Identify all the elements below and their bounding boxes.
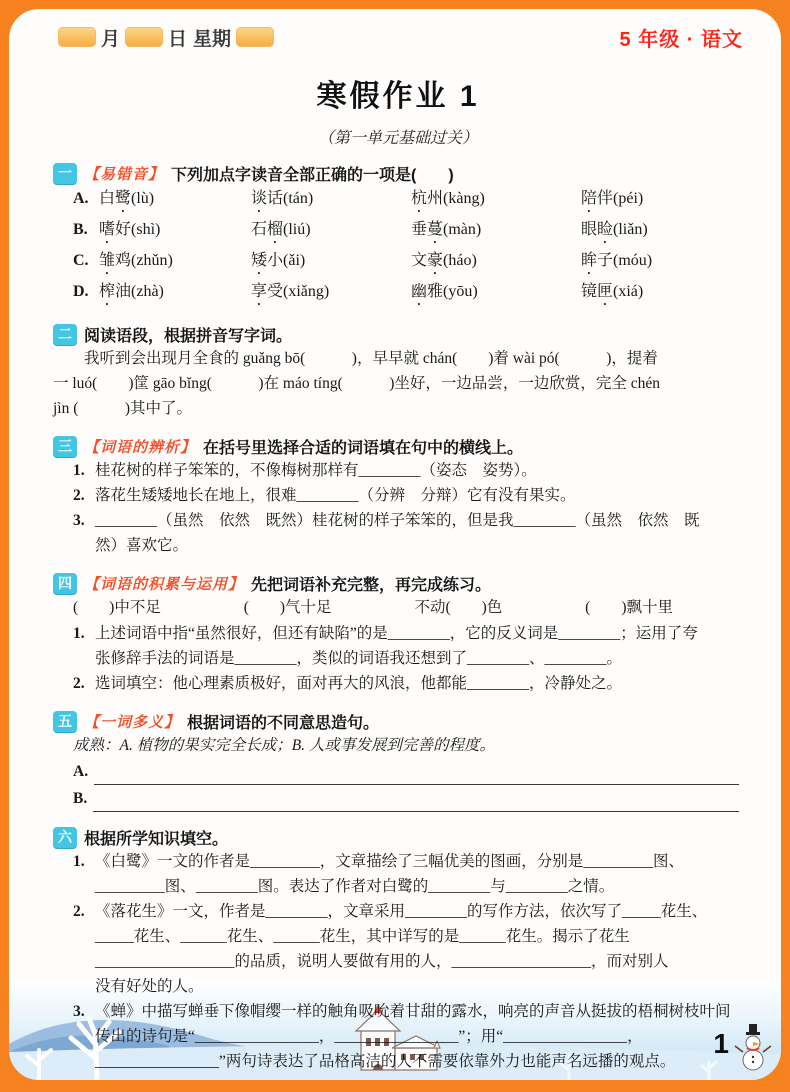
pinyin-option: 石榴(liú) (251, 221, 311, 238)
option-row-b: B. 嗜好(shì) 石榴(liú) 垂蔓(màn) 眼睑(liǎn) (73, 216, 743, 247)
section-4-header (53, 571, 743, 595)
section-tag: 【一词多义】 (84, 714, 181, 731)
page-title: 寒假作业 1 (316, 80, 480, 113)
idiom-blank: ( )气十足 (243, 599, 332, 616)
pinyin-option: 眼睑(liǎn) (581, 221, 648, 238)
section-2-header (53, 322, 743, 346)
pinyin-option: 享受(xiǎng) (251, 283, 330, 300)
word-definition: 成熟：A. 植物的果实完全长成；B. 人或事发展到完善的程度。 A. B. (73, 733, 743, 812)
pinyin-option: 幽雅(yōu) (411, 283, 478, 300)
pinyin-option: 陪伴(péi) (581, 190, 644, 207)
month-label: 月 (101, 28, 121, 50)
pinyin-option: 雏鸡(zhǔn) (99, 252, 173, 269)
pinyin-option: 白鹭(lù) (99, 190, 155, 207)
section-heading: 阅读语段，根据拼音写字词。 (84, 327, 293, 345)
answer-rule (94, 767, 739, 785)
pinyin-passage: 我听到会出现月全食的 guǎng bō( )，早早就 chán( )着 wài pó( )，提着 一 luó( )筐 gāo bǐng( )在 máo tíng( )坐好，一边品尝，一边欣赏，完全 chén jìn ( )其中了。 (53, 350, 661, 417)
day-label: 日 (168, 28, 188, 50)
section-tag: 【词语的辨析】 (84, 439, 197, 456)
section-5-header (53, 709, 743, 733)
section-number-badge: 五 (53, 711, 77, 732)
page-header (53, 23, 743, 51)
section-heading: 根据所学知识填空。 (84, 830, 229, 848)
pinyin-option: 镜匣(xiá) (581, 283, 644, 300)
idiom-blank: ( )中不足 (73, 599, 161, 616)
question-item: 2. 《落花生》一文，作者是________，文章采用________的写作方法，依次写了_____花生、 _____花生、______花生、______花生，其中详写的是______花生。揭示了花生 __________________的品质，说明人要做有用的人，__________________，而对别人 没有好处的人。 (73, 903, 708, 995)
section-number-badge: 二 (53, 324, 77, 345)
week-blank-box (236, 27, 274, 47)
option-row-d: D. 榨油(zhà) 享受(xiǎng) 幽雅(yōu) 镜匣(xiá) (73, 278, 743, 309)
question-item: 2. 选词填空：他心理素质极好，面对再大的风浪，他都能________，冷静处之。 (73, 675, 623, 692)
page-number: 1 (713, 1028, 729, 1059)
question-item: 1. 桂花树的样子笨笨的，不像梅树那样有________（姿态 姿势）。 (73, 462, 537, 479)
question-item: 1. 《白鹭》一文的作者是_________，文章描绘了三幅优美的图画，分别是_________图、 _________图、________图。表达了作者对白鹭的________与________之情。 (73, 853, 685, 895)
day-blank-box (125, 27, 163, 47)
pinyin-option: 杭州(kàng) (411, 190, 485, 207)
section-3-header (53, 434, 743, 458)
pinyin-option: 眸子(móu) (581, 252, 653, 269)
date-fill-line (53, 24, 279, 51)
section-number-badge: 一 (53, 163, 77, 184)
week-label: 星期 (193, 28, 232, 50)
question-item: 3. 《蝉》中描写蝉垂下像帽缨一样的触角吸吮着甘甜的露水，响亮的声音从挺拔的梧桐树枝叶间 传出的诗句是“________________，________________”；用“________________， ________________”两句诗表达了品格高洁的人不需要依靠外力也能声名远播的观点。 (73, 1003, 731, 1070)
pinyin-option: 榨油(zhà) (99, 283, 164, 300)
pinyin-option: 文豪(háo) (411, 252, 477, 269)
answer-line-a: A. (73, 758, 739, 785)
idiom-blank: 不动( )色 (414, 599, 503, 616)
section-heading: 在括号里选择合适的词语填在句中的横线上。 (203, 439, 524, 457)
section-1-header (53, 161, 743, 185)
word-choice-items (53, 458, 743, 558)
section-heading: 下列加点字读音全部正确的一项是( ) (171, 166, 454, 184)
question-item: 2. 落花生矮矮地长在地上，很难________（分辨 分辩）它有没有果实。 (73, 487, 576, 504)
section-number-badge: 四 (53, 573, 77, 594)
month-blank-box (58, 27, 96, 47)
worksheet-page (9, 9, 781, 1080)
pinyin-options-grid (73, 185, 743, 309)
section-tag: 【易错音】 (84, 166, 165, 183)
answer-line-b: B. (73, 785, 739, 812)
section-heading: 先把词语补充完整，再完成练习。 (251, 576, 492, 594)
grade-subject-label: 5 年级 · 语文 (619, 28, 743, 51)
section-number-badge: 六 (53, 827, 77, 848)
idiom-completion-row (73, 595, 743, 621)
section-tag: 【词语的积累与运用】 (84, 576, 245, 593)
pinyin-option: 谈话(tán) (251, 190, 314, 207)
answer-rule (93, 794, 739, 812)
page-subtitle: （第一单元基础过关） (317, 130, 478, 147)
option-row-a: A. 白鹭(lù) 谈话(tán) 杭州(kàng) 陪伴(péi) (73, 185, 743, 216)
section-6-header (53, 825, 743, 849)
idiom-questions (53, 621, 743, 696)
pinyin-option: 嗜好(shì) (99, 221, 161, 238)
knowledge-fill-items (53, 849, 743, 1074)
question-item: 3. ________（虽然 依然 既然）桂花树的样子笨笨的，但是我________（虽然 依然 既 然）喜欢它。 (73, 512, 700, 554)
pinyin-option: 矮小(ǎi) (251, 252, 306, 269)
idiom-blank: ( )飘十里 (585, 599, 673, 616)
section-number-badge: 三 (53, 436, 77, 457)
option-row-c: C. 雏鸡(zhǔn) 矮小(ǎi) 文豪(háo) 眸子(móu) (73, 247, 743, 278)
pinyin-option: 垂蔓(màn) (411, 221, 482, 238)
question-item: 1. 上述词语中指“虽然很好，但还有缺陷”的是________，它的反义词是________；运用了夸 张修辞手法的词语是________，类似的词语我还想到了________、________。 (73, 625, 698, 667)
section-heading: 根据词语的不同意思造句。 (187, 714, 380, 732)
